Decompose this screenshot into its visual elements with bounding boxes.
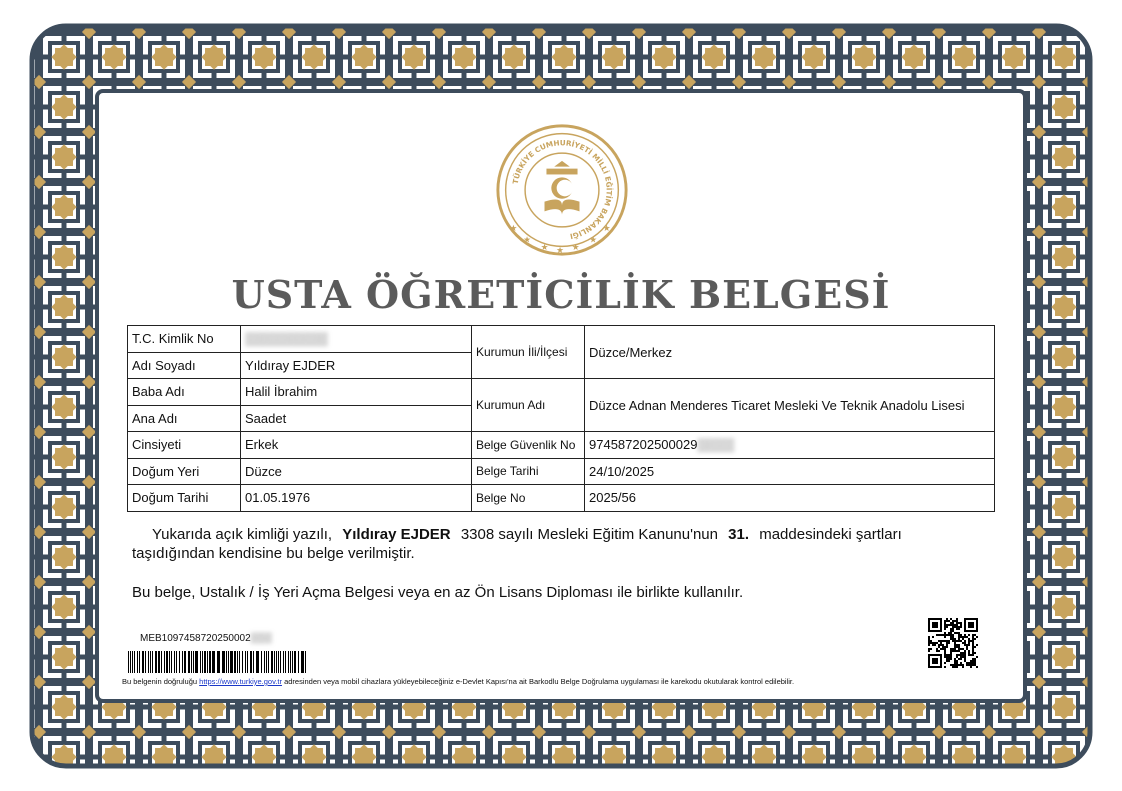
kurum-adi-value: Düzce Adnan Menderes Ticaret Mesleki Ve Teknik Anadolu Lisesi: [585, 379, 995, 432]
kurum-il-value: Düzce/Merkez: [585, 326, 995, 379]
barcode-icon: [128, 651, 308, 673]
usage-paragraph: Bu belge, Ustalık / İş Yeri Açma Belgesi veya en az Ön Lisans Diploması ile birlikte kullanılır.: [132, 584, 744, 601]
svg-text:★: ★: [540, 243, 549, 254]
guvenlik-no-value: 974587202500029▒▒▒▒: [585, 432, 995, 459]
kurum-il-label: Kurumun İli/İlçesi: [472, 326, 585, 379]
seal-arc-text: TÜRKİYE CUMHURİYETİ MİLLİ EĞİTİM BAKANLIĞI: [510, 138, 614, 241]
ana-adi-label: Ana Adı: [128, 405, 241, 432]
footnote-after: adresinden veya mobil cihazlara yükleyebileceğiniz e-Devlet Kapısı'na ait Barkodlu Belge Doğrulama uygulaması ile karekodu okutularak kontrol edilebilir.: [284, 677, 795, 686]
paragraph1-middle: 3308 sayılı Mesleki Eğitim Kanunu'nun: [460, 526, 718, 543]
qr-code-icon[interactable]: [928, 618, 978, 668]
belge-no-label: Belge No: [472, 485, 585, 512]
identity-table: [127, 325, 995, 512]
svg-text:★: ★: [571, 243, 580, 254]
belge-no-value: 2025/56: [585, 485, 995, 512]
turkiye-gov-link[interactable]: https://www.turkiye.gov.tr: [199, 677, 282, 686]
svg-text:★: ★: [523, 235, 531, 246]
dogum-yeri-value: Düzce: [241, 458, 472, 485]
tc-kimlik-label: T.C. Kimlik No: [128, 326, 241, 353]
dogum-yeri-label: Doğum Yeri: [128, 458, 241, 485]
guvenlik-no-label: Belge Güvenlik No: [472, 432, 585, 459]
belge-tarihi-label: Belge Tarihi: [472, 458, 585, 485]
baba-adi-label: Baba Adı: [128, 379, 241, 406]
ministry-seal-icon: [494, 122, 630, 258]
dogum-tarihi-value: 01.05.1976: [241, 485, 472, 512]
belge-tarihi-value: 24/10/2025: [585, 458, 995, 485]
verification-footnote: [122, 677, 794, 686]
adi-soyadi-value: Yıldıray EJDER: [241, 352, 472, 379]
article-number: 31.: [728, 526, 750, 543]
svg-text:★: ★: [589, 235, 598, 246]
holder-name: Yıldıray EJDER: [342, 526, 451, 543]
dogum-tarihi-label: Doğum Tarihi: [128, 485, 241, 512]
footnote-before: Bu belgenin doğruluğu: [122, 677, 198, 686]
meb-code: MEB1097458720250002▒▒▒: [140, 633, 272, 644]
paragraph1-before: Yukarıda açık kimliği yazılı,: [152, 526, 333, 543]
svg-text:★: ★: [602, 223, 611, 234]
document-title: USTA ÖĞRETİCİLİK BELGESİ: [231, 272, 891, 317]
baba-adi-value: Halil İbrahim: [241, 379, 472, 406]
ana-adi-value: Saadet: [241, 405, 472, 432]
svg-text:★: ★: [509, 223, 518, 234]
cinsiyeti-value: Erkek: [241, 432, 472, 459]
paragraph1-after: maddesindeki şartları taşıdığından kendisine bu belge verilmiştir.: [132, 526, 902, 562]
kurum-adi-label: Kurumun Adı: [472, 379, 585, 432]
cinsiyeti-label: Cinsiyeti: [128, 432, 241, 459]
tc-kimlik-value: ▒▒▒▒▒▒▒▒▒: [241, 326, 472, 353]
svg-text:★: ★: [556, 246, 565, 257]
adi-soyadi-label: Adı Soyadı: [128, 352, 241, 379]
certification-paragraph: [132, 525, 972, 563]
